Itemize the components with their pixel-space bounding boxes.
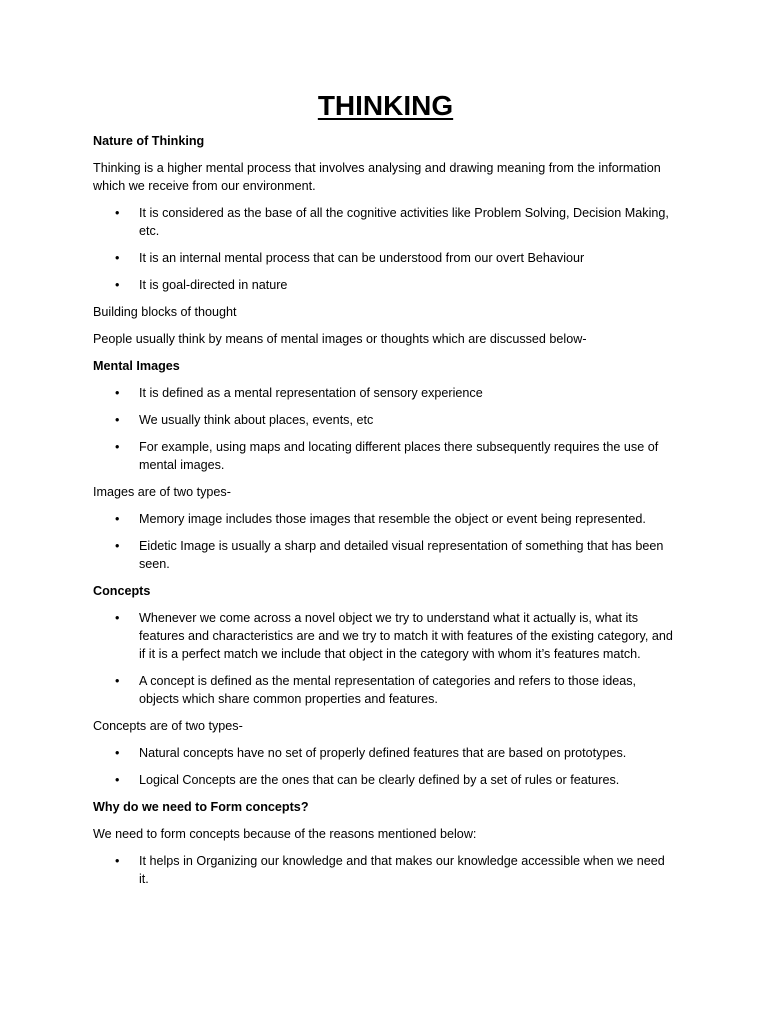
mental-images-bullet-list (93, 384, 678, 474)
list-item: • Eidetic Image is usually a sharp and detailed visual representation of something that has been seen. (93, 537, 678, 573)
list-item: • A concept is defined as the mental representation of categories and refers to those ideas, objects which share common properties and features. (93, 672, 678, 708)
mental-images-heading: Mental Images (93, 359, 180, 373)
why-form-concepts-heading: Why do we need to Form concepts? (93, 800, 309, 814)
list-item: • We usually think about places, events, etc (93, 411, 678, 429)
list-item: • Natural concepts have no set of properly defined features that are based on prototypes. (93, 744, 678, 762)
nature-of-thinking-heading: Nature of Thinking (93, 134, 205, 148)
image-types-intro: Images are of two types- (93, 485, 231, 499)
concept-types-intro: Concepts are of two types- (93, 719, 243, 733)
list-item: • It is defined as a mental representation of sensory experience (93, 384, 678, 402)
concept-types-bullet-list (93, 744, 678, 789)
why-form-concepts-intro: We need to form concepts because of the reasons mentioned below: (93, 827, 477, 841)
concepts-heading: Concepts (93, 584, 151, 598)
image-types-bullet-list (93, 510, 678, 573)
list-item: • It is an internal mental process that can be understood from our overt Behaviour (93, 249, 678, 267)
building-blocks-intro: People usually think by means of mental images or thoughts which are discussed below- (93, 332, 587, 346)
nature-bullet-list (93, 204, 678, 294)
why-bullet-list (93, 852, 678, 888)
building-blocks-label: Building blocks of thought (93, 305, 237, 319)
list-item: • For example, using maps and locating different places there subsequently requires the use of mental images. (93, 438, 678, 474)
nature-intro-paragraph: Thinking is a higher mental process that involves analysing and drawing meaning from the information which we receive from our environment. (93, 161, 661, 193)
list-item: • Logical Concepts are the ones that can be clearly defined by a set of rules or features. (93, 771, 678, 789)
concepts-bullet-list (93, 609, 678, 708)
page-title: THINKING (317, 90, 454, 121)
list-item: • Whenever we come across a novel object we try to understand what it actually is, what its features and characteristics are and we try to match it with features of the existing category, and if it is a perfect match we include that object in the category with whom it’s features match. (93, 609, 678, 663)
list-item: • Memory image includes those images that resemble the object or event being represented. (93, 510, 678, 528)
list-item: • It is considered as the base of all the cognitive activities like Problem Solving, Decision Making, etc. (93, 204, 678, 240)
list-item: • It is goal-directed in nature (93, 276, 678, 294)
list-item: • It helps in Organizing our knowledge and that makes our knowledge accessible when we need it. (93, 852, 678, 888)
